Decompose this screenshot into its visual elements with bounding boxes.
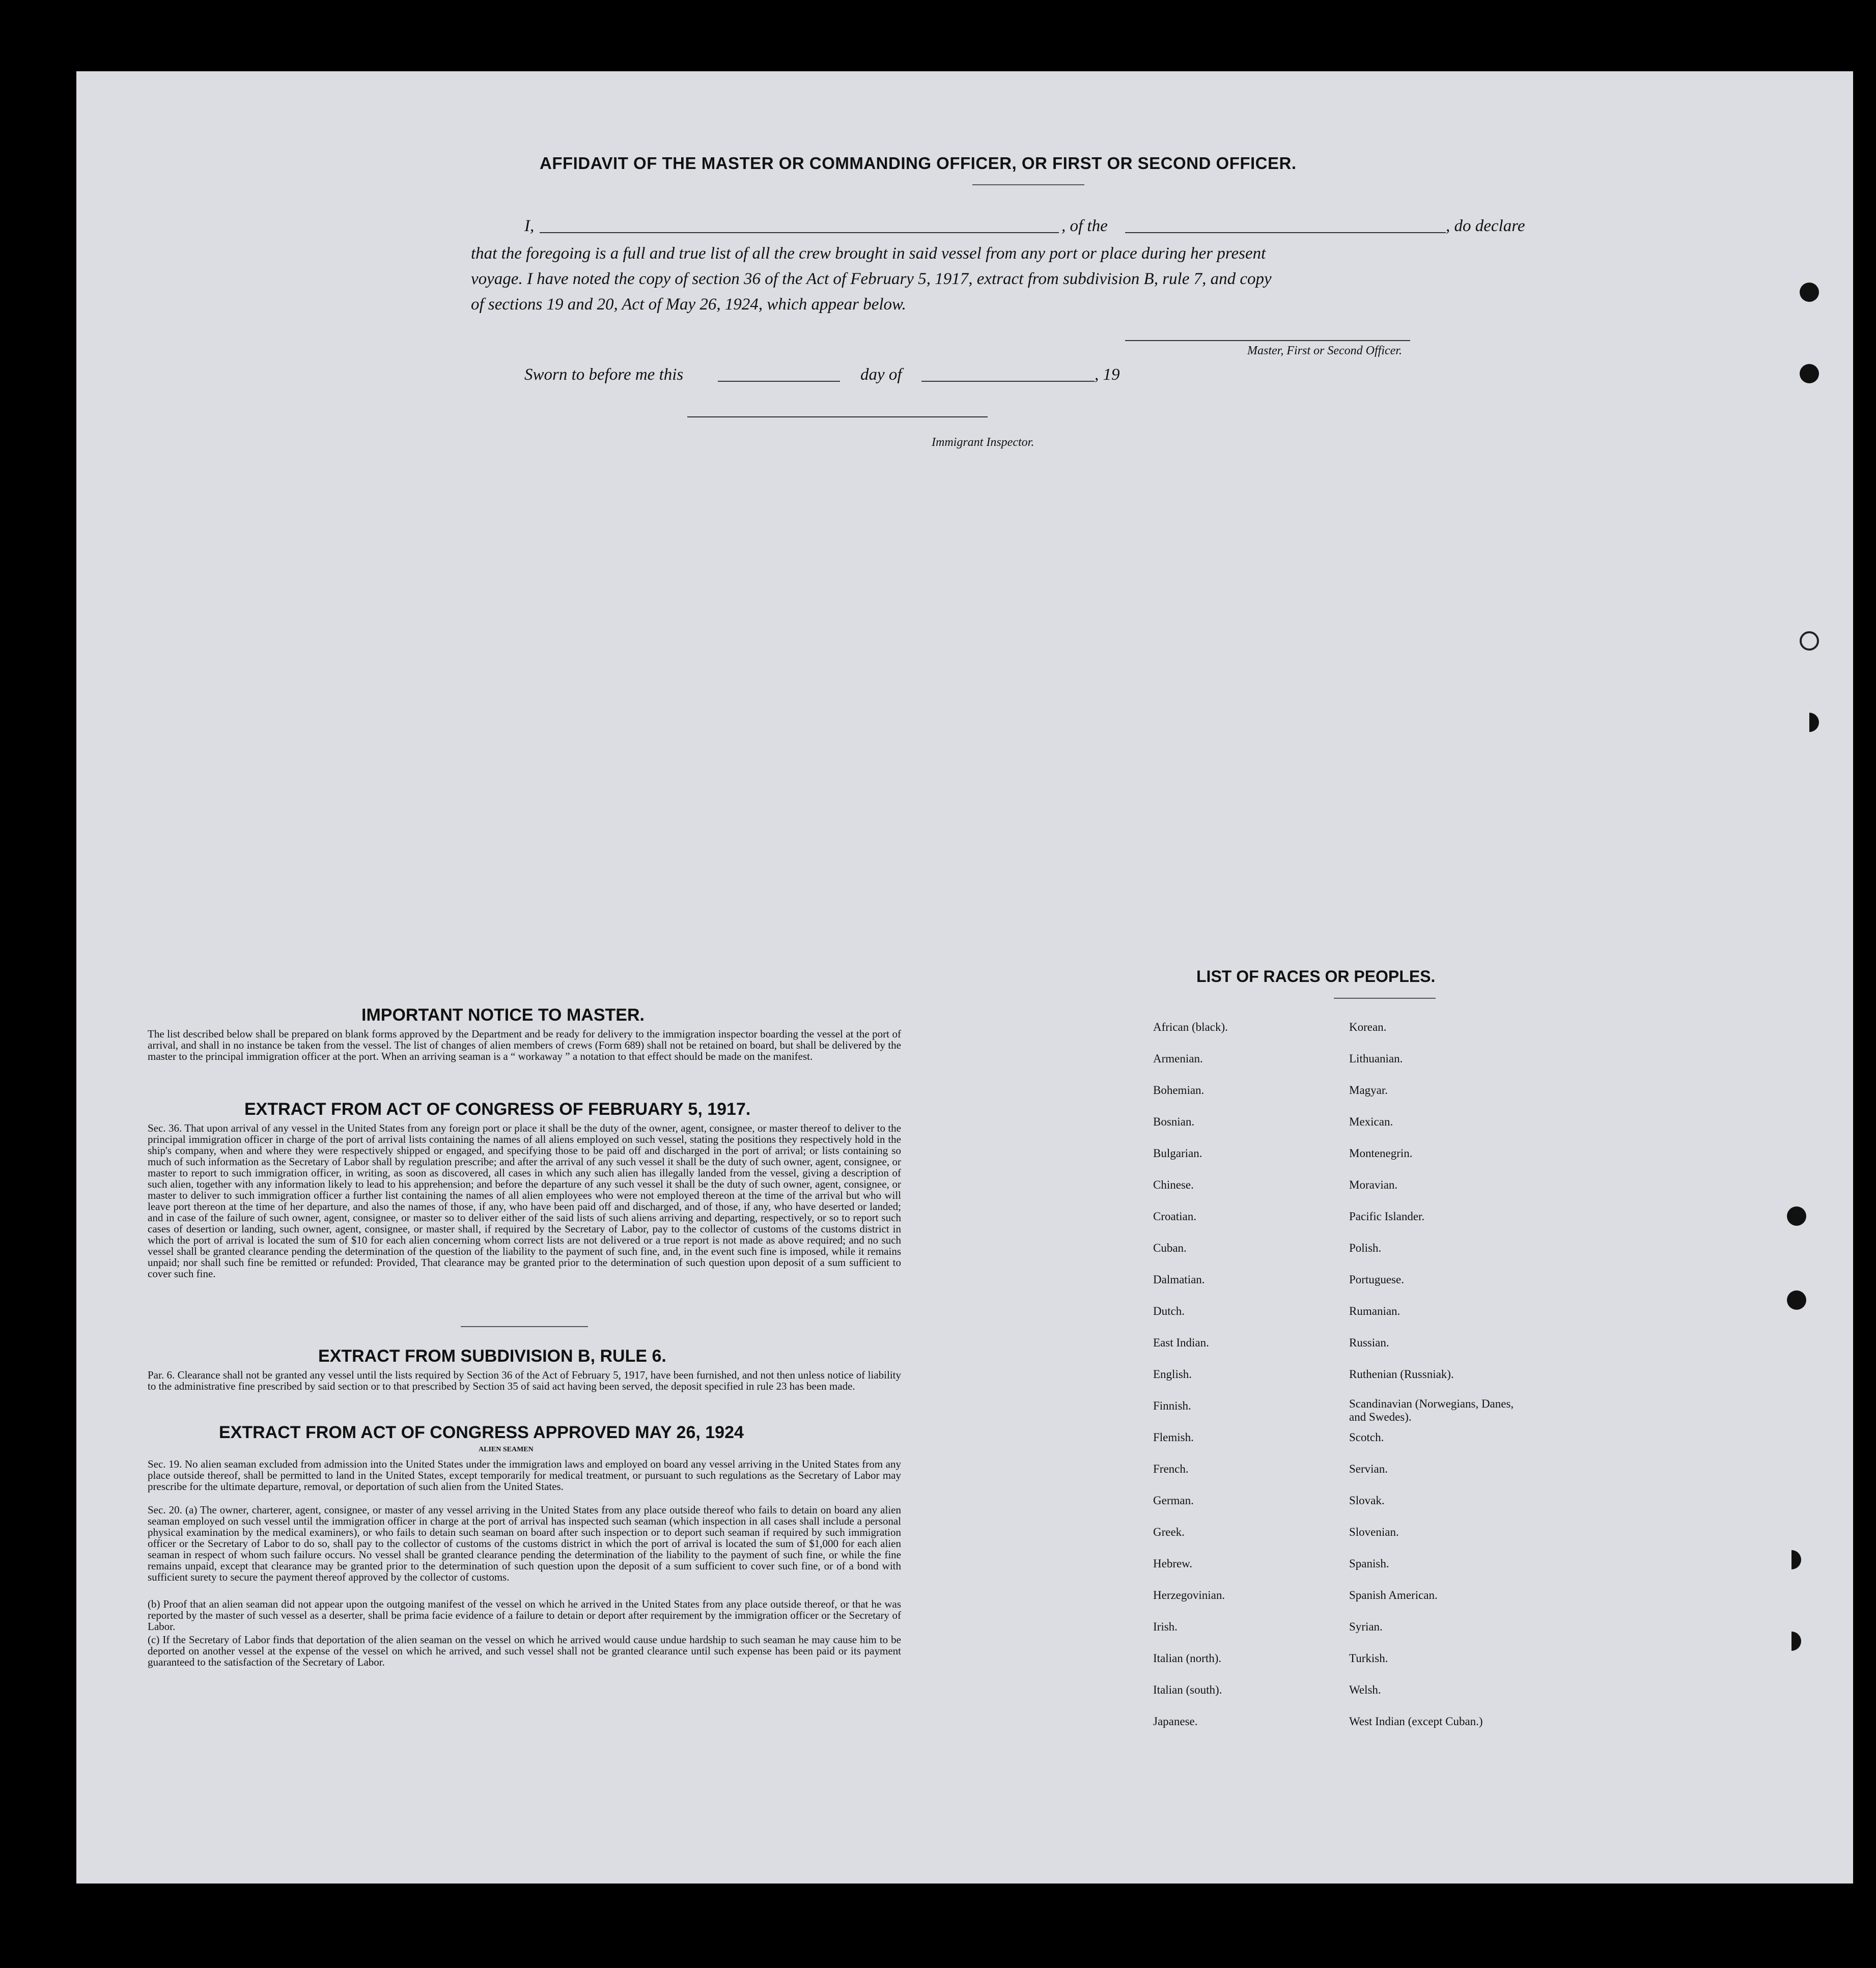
inspector-signature-label: Immigrant Inspector. — [932, 436, 1034, 449]
race-right-1: Korean. — [1349, 1021, 1387, 1033]
race-right-15: Servian. — [1349, 1463, 1388, 1475]
sworn-month-field[interactable] — [921, 381, 1095, 382]
race-left-18: Hebrew. — [1153, 1557, 1193, 1570]
race-right-6: Moravian. — [1349, 1178, 1398, 1191]
extract-1917-title: EXTRACT FROM ACT OF CONGRESS OF FEBRUARY 5, 1917. — [244, 1100, 751, 1119]
race-right-19: Spanish American. — [1349, 1589, 1438, 1601]
master-signature-field[interactable] — [1125, 340, 1410, 341]
race-right-9: Portuguese. — [1349, 1273, 1404, 1286]
vessel-name-field[interactable] — [1125, 232, 1446, 233]
year-label: , 19 — [1095, 366, 1120, 384]
race-left-3: Bohemian. — [1153, 1084, 1205, 1097]
race-right-2: Lithuanian. — [1349, 1052, 1403, 1065]
race-left-17: Greek. — [1153, 1526, 1185, 1538]
affidavit-line-4: of sections 19 and 20, Act of May 26, 1924, which appear below. — [471, 295, 906, 314]
race-left-14: Flemish. — [1153, 1431, 1194, 1444]
bleed-through-mark — [1568, 148, 1579, 183]
affidavit-i: I, — [524, 217, 535, 235]
race-right-4: Mexican. — [1349, 1115, 1393, 1128]
race-right-8: Polish. — [1349, 1242, 1382, 1254]
race-left-22: Italian (south). — [1153, 1683, 1222, 1696]
race-left-10: Dutch. — [1153, 1305, 1185, 1317]
race-left-7: Croatian. — [1153, 1210, 1196, 1223]
race-right-20: Syrian. — [1349, 1620, 1383, 1633]
race-left-15: French. — [1153, 1463, 1189, 1475]
section-divider — [461, 1326, 588, 1327]
race-right-16: Slovak. — [1349, 1494, 1385, 1507]
race-right-13: Scandinavian (Norwegians, Danes, and Swedes). — [1349, 1397, 1514, 1423]
race-left-1: African (black). — [1153, 1021, 1228, 1033]
punch-hole — [1800, 283, 1819, 302]
races-divider — [1334, 998, 1436, 999]
race-right-18: Spanish. — [1349, 1557, 1389, 1570]
race-right-11: Russian. — [1349, 1336, 1389, 1349]
sworn-label: Sworn to before me this — [524, 366, 684, 384]
punch-hole — [1782, 1632, 1801, 1651]
race-right-22: Welsh. — [1349, 1683, 1381, 1696]
sec20b-body: (b) Proof that an alien seaman did not appear upon the outgoing manifest of the vessel on which he arrived in the United States from any place outside thereof, or that he was reported by the master of such vessel as a deserter, shall be prima facie evidence of a failure to detain or deport after requirement by the immigration officer or the Secretary of Labor. — [148, 1598, 901, 1633]
race-right-7: Pacific Islander. — [1349, 1210, 1425, 1223]
race-right-17: Slovenian. — [1349, 1526, 1399, 1538]
race-left-19: Herzegovinian. — [1153, 1589, 1225, 1601]
race-right-14: Scotch. — [1349, 1431, 1384, 1444]
affidavit-line-3: voyage. I have noted the copy of section 36 of the Act of February 5, 1917, extract from subdivision B, rule 7, and copy — [471, 270, 1272, 288]
master-signature-label: Master, First or Second Officer. — [1247, 344, 1402, 357]
race-left-21: Italian (north). — [1153, 1652, 1222, 1665]
race-left-6: Chinese. — [1153, 1178, 1194, 1191]
affidavit-declare: , do declare — [1446, 217, 1525, 235]
extract-1924-subtitle: ALIEN SEAMEN — [479, 1446, 534, 1453]
race-right-23: West Indian (except Cuban.) — [1349, 1715, 1483, 1728]
sworn-day-field[interactable] — [718, 381, 840, 382]
race-right-21: Turkish. — [1349, 1652, 1388, 1665]
punch-hole — [1800, 631, 1819, 651]
race-right-10: Rumanian. — [1349, 1305, 1401, 1317]
race-left-4: Bosnian. — [1153, 1115, 1195, 1128]
inspector-signature-field[interactable] — [687, 416, 988, 417]
day-of-label: day of — [860, 366, 902, 384]
affidavit-of-the: , of the — [1061, 217, 1108, 235]
title-divider — [972, 184, 1084, 185]
race-left-5: Bulgarian. — [1153, 1147, 1202, 1160]
affidavit-title: AFFIDAVIT OF THE MASTER OR COMMANDING OFFICER, OR FIRST OR SECOND OFFICER. — [540, 154, 1297, 173]
extract-1924-title: EXTRACT FROM ACT OF CONGRESS APPROVED MAY 26, 1924 — [219, 1423, 744, 1442]
notice-title: IMPORTANT NOTICE TO MASTER. — [361, 1005, 645, 1025]
notice-body: The list described below shall be prepared on blank forms approved by the Department and be ready for delivery to the immigration inspector boarding the vessel at the port of arrival, and shall in no instance be taken from the vessel. The list of changes of alien members of crews (Form 689) shall not be retained on board, but shall be delivered by the master to the principal immigration officer at the port. When an arriving seaman is a “ workaway ” a notation to that effect should be made on the manifest. — [148, 1028, 901, 1062]
race-left-11: East Indian. — [1153, 1336, 1209, 1349]
affidavit-line-2: that the foregoing is a full and true list of all the crew brought in said vessel from any port or place during her present — [471, 244, 1266, 263]
race-right-12: Ruthenian (Russniak). — [1349, 1368, 1454, 1381]
extract-1917-body: Sec. 36. That upon arrival of any vessel in the United States from any foreign port or place it shall be the duty of the owner, agent, consignee, or master thereof to deliver to the principal immigration officer in charge of the port of arrival lists containing the names of all aliens employed on such vessel, stating the positions they respectively hold in the ship's company, when and where they were respectively shipped or engaged, and specifying those to be paid off and discharged in the port of arrival; or lists containing so much of such information as the Secretary of Labor shall by regulation prescribe; and after the arrival of any such vessel it shall be the duty of such owner, agent, consignee, or master to report to such immigration officer, in writing, as soon as discovered, all cases in which any such alien has illegally landed from the vessel, giving a description of such alien, together with any information likely to lead to his apprehension; and before the departure of any such vessel it shall be the duty of such owner, agent, consignee, or master to deliver to such immigration officer a further list containing the names of all alien employees who were not employed thereon at the time of the arrival but who will leave port thereon at the time of her departure, and also the names of those, if any, who have been paid off and discharged, and of those, if any, who have deserted or landed; and in case of the failure of such owner, agent, consignee, or master so to deliver either of the said lists of such aliens arriving and departing, respectively, or so to report such cases of desertion or landing, such owner, agent, consignee, or master shall, if required by the Secretary of Labor, pay to the collector of customs of the customs district in which the port of arrival is located the sum of $10 for each alien concerning whom correct lists are not delivered or a true report is not made as above required; and no such vessel shall be granted clearance pending the determination of the question of the liability to the payment of such fine, and, in the event such fine is imposed, while it remains unpaid; nor shall such fine be remitted or refunded: Provided, That clearance may be granted prior to the determination of such question upon deposit of a sum sufficient to cover such fine. — [148, 1122, 901, 1280]
race-left-8: Cuban. — [1153, 1242, 1187, 1254]
punch-hole — [1800, 364, 1819, 383]
sec20a-body: Sec. 20. (a) The owner, charterer, agent, consignee, or master of any vessel arriving in the United States from any place outside thereof who fails to detain on board any alien seaman employed on such vessel until the immigration officer in charge at the port of arrival has inspected such seaman (which inspection in all cases shall include a personal physical examination by the medical examiners), or who fails to detain such seaman on board after such inspection or to deport such seaman if required by such immigration officer or the Secretary of Labor to do so, shall pay to the collector of customs of the customs district in which the port of arrival is located the sum of $1,000 for each alien seaman in respect of whom such failure occurs. No vessel shall be granted clearance pending the determination of the liability to the payment of such fine, or while the fine remains unpaid, except that clearance may be granted prior to the determination of such question upon the deposit of a sum sufficient to cover such fine, or of a bond with sufficient surety to secure the payment thereof approved by the collector of customs. — [148, 1504, 901, 1583]
punch-hole — [1787, 1290, 1806, 1310]
race-left-16: German. — [1153, 1494, 1194, 1507]
race-left-2: Armenian. — [1153, 1052, 1203, 1065]
master-name-field[interactable] — [540, 232, 1059, 233]
races-title: LIST OF RACES OR PEOPLES. — [1196, 967, 1436, 986]
race-left-12: English. — [1153, 1368, 1192, 1381]
race-right-5: Montenegrin. — [1349, 1147, 1413, 1160]
sec20c-body: (c) If the Secretary of Labor finds that deportation of the alien seaman on the vessel on which he arrived would cause undue hardship to such seaman he may cause him to be deported on another vessel at the expense of the vessel on which he arrived, and such vessel shall not be granted clearance until such expense has been paid or its payment guaranteed to the satisfaction of the Secretary of Labor. — [148, 1634, 901, 1668]
rule6-body: Par. 6. Clearance shall not be granted any vessel until the lists required by Section 36 of the Act of February 5, 1917, have been furnished, and not then unless notice of liability to the administrative fine prescribed by said section or to that prescribed by Section 35 of said act having been served, the deposit specified in rule 23 has been made. — [148, 1369, 901, 1392]
race-left-9: Dalmatian. — [1153, 1273, 1205, 1286]
sec19-body: Sec. 19. No alien seaman excluded from admission into the United States under the immigration laws and employed on board any vessel arriving in the United States from any place outside thereof, shall be permitted to land in the United States, except temporarily for medical treatment, or pursuant to such regulations as the Secretary of Labor may prescribe for the ultimate departure, removal, or deportation of such alien from the United States. — [148, 1458, 901, 1493]
race-left-23: Japanese. — [1153, 1715, 1198, 1728]
document-page — [76, 71, 1853, 1883]
race-right-3: Magyar. — [1349, 1084, 1388, 1097]
race-left-13: Finnish. — [1153, 1399, 1191, 1412]
punch-hole — [1800, 713, 1819, 732]
rule6-title: EXTRACT FROM SUBDIVISION B, RULE 6. — [318, 1346, 666, 1366]
punch-hole — [1782, 1550, 1801, 1569]
punch-hole — [1787, 1206, 1806, 1226]
race-left-20: Irish. — [1153, 1620, 1178, 1633]
